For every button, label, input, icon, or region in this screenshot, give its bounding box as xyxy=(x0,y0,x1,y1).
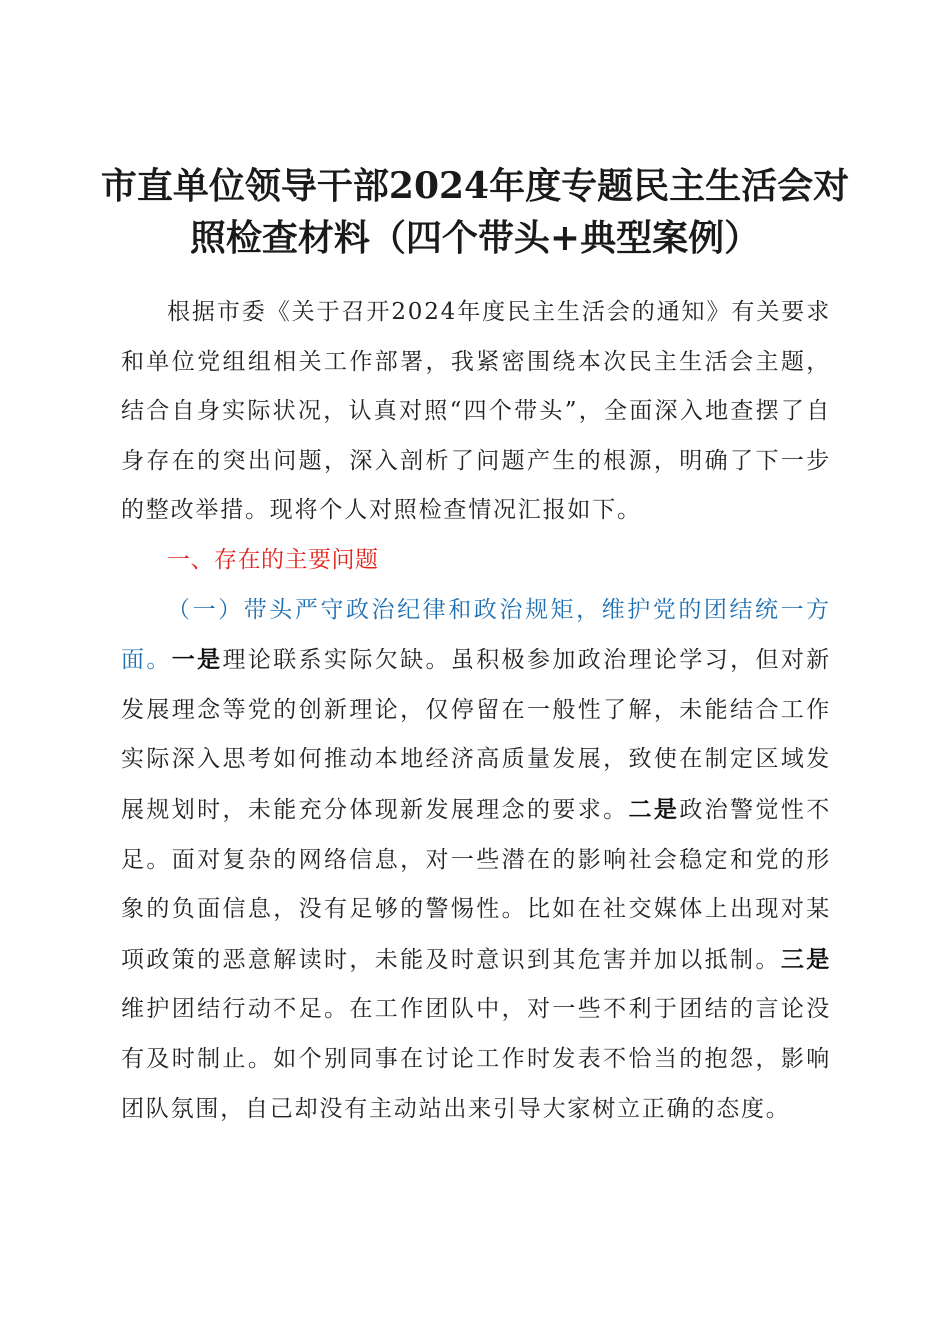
point-3-label: 三是 xyxy=(780,945,831,973)
point-2-text: 政治警觉性不足。面对复杂的网络信息，对一些潜在的影响社会稳定和党的形象的负面信息，没有足够的警惕性。比如在社交媒体上出现对某项政策的恶意解读时，未能及时意识到其危害并加以抵制。 xyxy=(121,796,831,973)
point-2-label: 二是 xyxy=(628,795,680,823)
intro-paragraph: 根据市委《关于召开2024年度民主生活会的通知》有关要求和单位党组组相关工作部署，我紧密围绕本次民主生活会主题，结合自身实际状况，认真对照“四个带头”，全面深入地查摆了自身存在的突出问题，深入剖析了问题产生的根源，明确了下一步的整改举措。现将个人对照检查情况汇报如下。 xyxy=(121,299,831,524)
title-line-1: 市直单位领导干部2024年度专题民主生活会对 xyxy=(100,165,850,207)
document-title xyxy=(100,160,850,264)
title-line-2: 照检查材料（四个带头+典型案例） xyxy=(189,217,761,259)
subsection-paragraph xyxy=(121,586,831,1135)
section-1-heading: 一、存在的主要问题 xyxy=(167,546,379,573)
section-heading xyxy=(121,536,831,586)
subsection-1-heading: （一）带头严守政治纪律和政治规矩，维护党的团结统一方面。 xyxy=(121,596,831,674)
point-1-text: 理论联系实际欠缺。虽积极参加政治理论学习，但对新发展理念等党的创新理论，仅停留在一般性了解，未能结合工作实际深入思考如何推动本地经济高质量发展，致使在制定区域发展规划时，未能充分体现新发展理念的要求。 xyxy=(121,647,832,823)
point-1-label: 一是 xyxy=(171,646,223,674)
point-3-text: 维护团结行动不足。在工作团队中，对一些不利于团结的言论没有及时制止。如个别同事在讨论工作时发表不恰当的抱怨，影响团队氛围，自己却没有主动站出来引导大家树立正确的态度。 xyxy=(121,996,831,1122)
document-body xyxy=(121,288,831,1134)
